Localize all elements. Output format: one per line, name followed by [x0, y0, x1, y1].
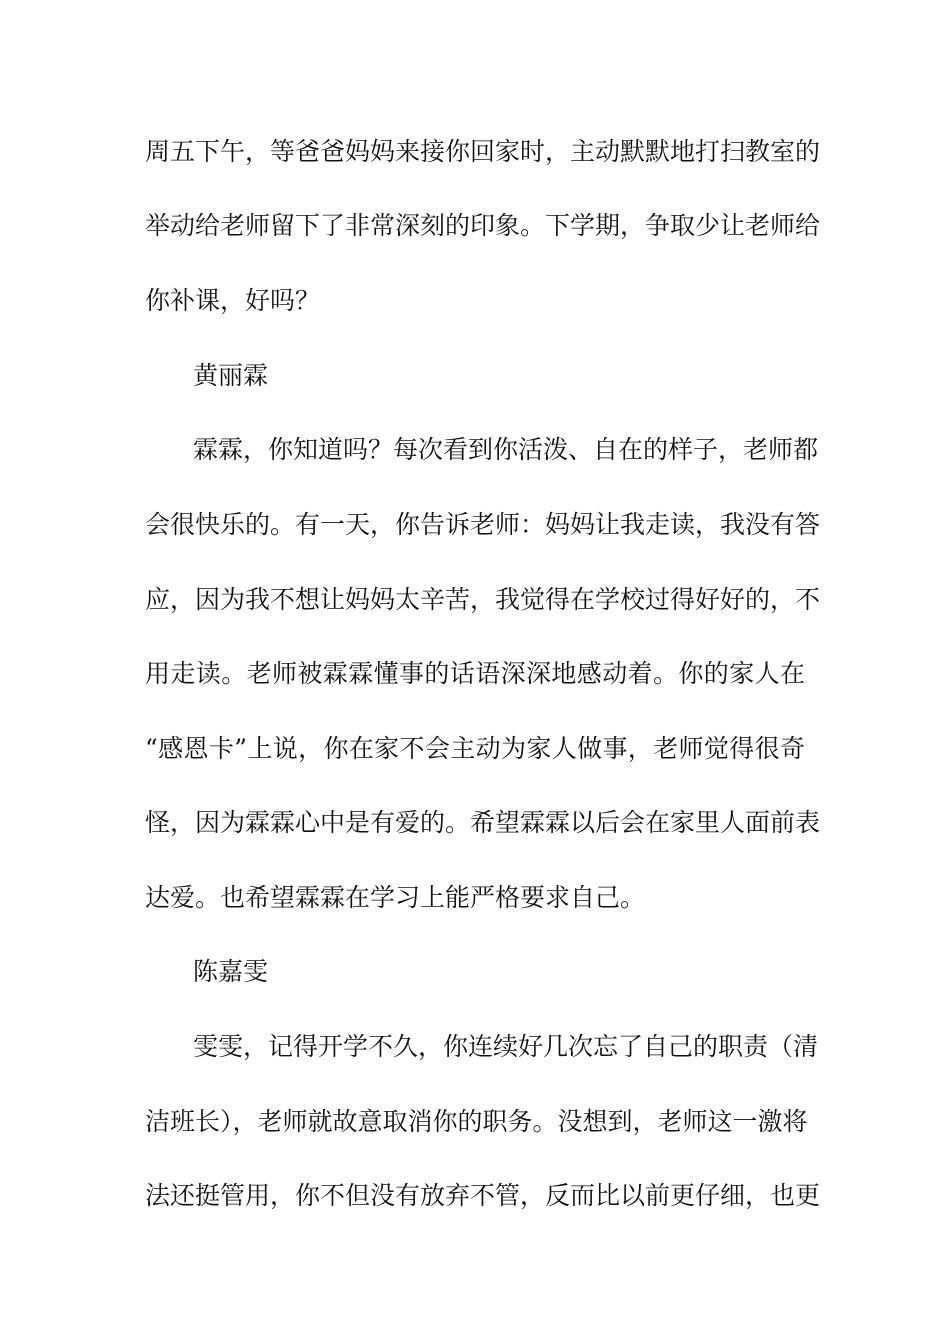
text-line: 举动给老师留下了非常深刻的印象。下学期，争取少让老师给 [145, 211, 821, 240]
student-name-heading: 黄丽霖 [193, 361, 269, 390]
paragraph-first-line: 雯雯，记得开学不久，你连续好几次忘了自己的职责（清 [193, 1032, 819, 1061]
text-line: 达爱。也希望霖霖在学习上能严格要求自己。 [145, 883, 646, 912]
text-line: 你补课，好吗？ [145, 286, 321, 315]
text-line: 会很快乐的。有一天，你告诉老师：妈妈让我走读，我没有答 [145, 510, 821, 539]
student-name-heading: 陈嘉雯 [193, 957, 269, 986]
text-line: 周五下午，等爸爸妈妈来接你回家时，主动默默地打扫教室的 [145, 137, 821, 166]
text-line: 应，因为我不想让妈妈太辛苦，我觉得在学校过得好好的，不 [145, 585, 821, 614]
text-line: 用走读。老师被霖霖懂事的话语深深地感动着。你的家人在 [145, 659, 805, 688]
text-line: 洁班长），老师就故意取消你的职务。没想到，老师这一激将 [145, 1107, 808, 1136]
text-line: 怪，因为霖霖心中是有爱的。希望霖霖以后会在家里人面前表 [145, 808, 821, 837]
text-line: 法还挺管用，你不但没有放弃不管，反而比以前更仔细，也更 [145, 1181, 821, 1210]
paragraph-first-line: 霖霖，你知道吗？每次看到你活泼、自在的样子，老师都 [193, 435, 819, 464]
text-line: “感恩卡”上说，你在家不会主动为家人做事，老师觉得很奇 [145, 734, 805, 763]
